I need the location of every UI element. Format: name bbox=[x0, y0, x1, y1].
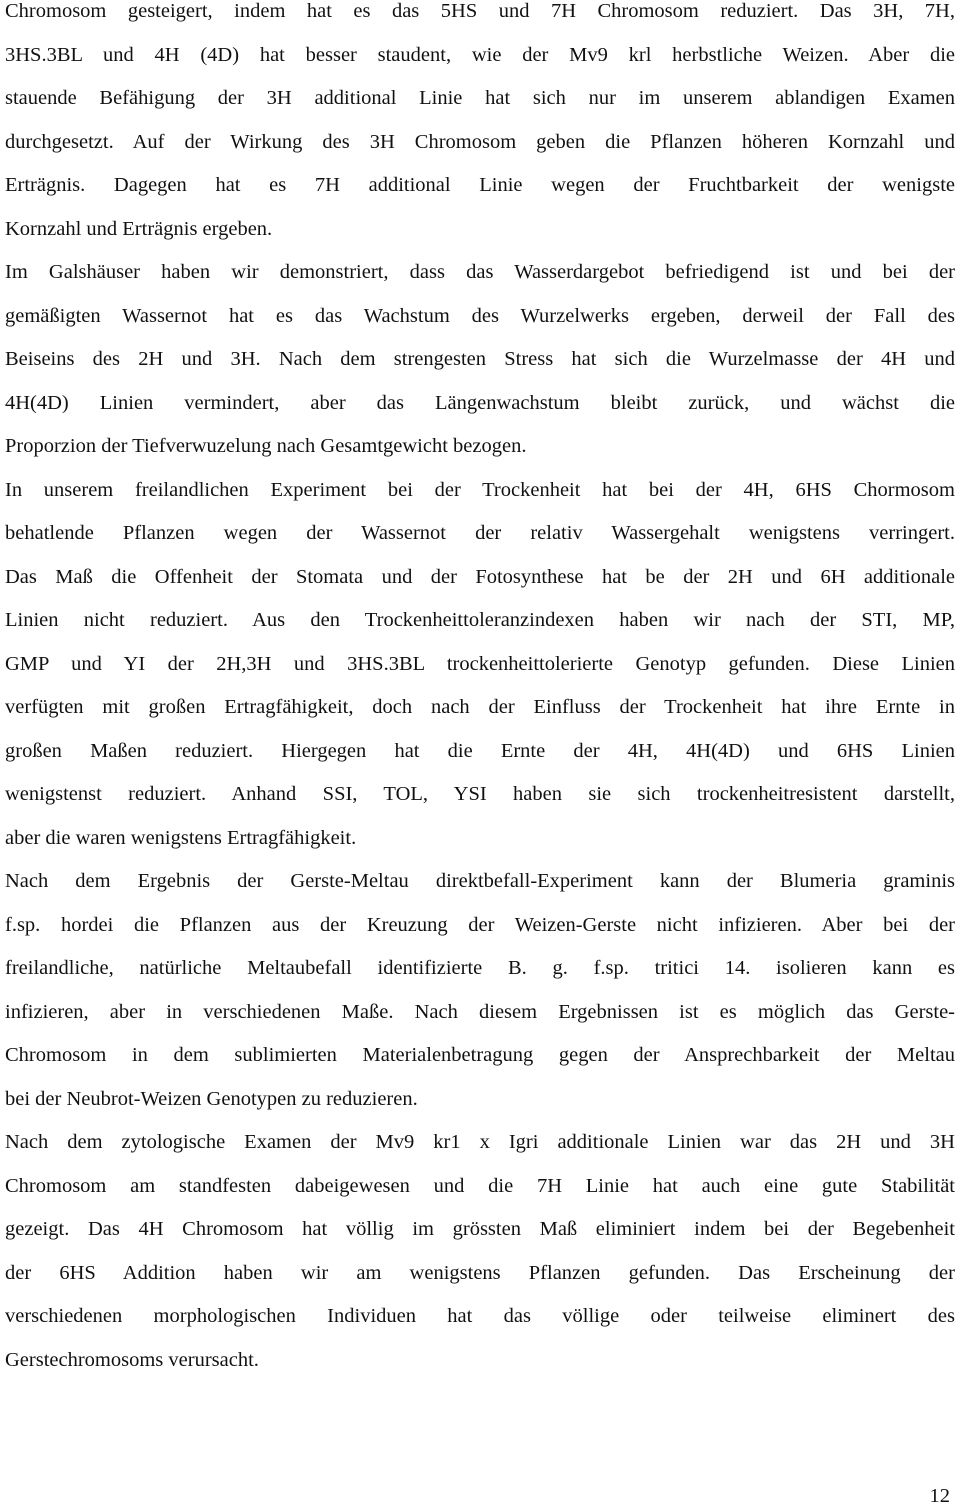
text-line: GMP und YI der 2H,3H und 3HS.3BL trockenheittolerierte Genotyp gefunden. Diese Linien bbox=[5, 652, 955, 675]
text-line: Kornzahl und Erträgnis ergeben. bbox=[5, 217, 273, 240]
text-line: 3HS.3BL und 4H (4D) hat besser staudent, wie der Mv9 krl herbstliche Weizen. Aber die bbox=[5, 43, 955, 66]
text-line: großen Maßen reduziert. Hiergegen hat die Ernte der 4H, 4H(4D) und 6HS Linien bbox=[5, 739, 955, 762]
text-line: freilandliche, natürliche Meltaubefall identifizierte B. g. f.sp. tritici 14. isolieren kann es bbox=[5, 957, 955, 979]
text-line: verfügten mit großen Ertragfähigkeit, doch nach der Einfluss der Trockenheit hat ihre Ernte in bbox=[5, 696, 955, 718]
text-line: durchgesetzt. Auf der Wirkung des 3H Chromosom geben die Pflanzen höheren Kornzahl und bbox=[5, 130, 955, 153]
text-line: Im Galshäuser haben wir demonstriert, dass das Wasserdargebot befriedigend ist und bei der bbox=[5, 261, 955, 283]
text-line: Nach dem Ergebnis der Gerste-Meltau direktbefall-Experiment kann der Blumeria graminis bbox=[5, 870, 955, 892]
text-line: 4H(4D) Linien vermindert, aber das Längenwachstum bleibt zurück, und wächst die bbox=[5, 391, 955, 414]
text-line: der 6HS Addition haben wir am wenigstens Pflanzen gefunden. Das Erscheinung der bbox=[5, 1261, 955, 1284]
text-line: wenigstenst reduziert. Anhand SSI, TOL, YSI haben sie sich trockenheitresistent darstellt, bbox=[5, 783, 955, 805]
text-line: gemäßigten Wassernot hat es das Wachstum des Wurzelwerks ergeben, derweil der Fall des bbox=[5, 304, 955, 327]
text-line: infizieren, aber in verschiedenen Maße. Nach diesem Ergebnissen ist es möglich das Gerste- bbox=[5, 1000, 955, 1023]
text-line: Nach dem zytologische Examen der Mv9 kr1 x Igri additionale Linien war das 2H und 3H bbox=[5, 1131, 955, 1153]
text-line: aber die waren wenigstens Ertragfähigkeit. bbox=[5, 826, 357, 849]
page-number: 12 bbox=[929, 1485, 950, 1507]
text-line: Beiseins des 2H und 3H. Nach dem strengesten Stress hat sich die Wurzelmasse der 4H und bbox=[5, 348, 955, 370]
text-line: In unserem freilandlichen Experiment bei der Trockenheit hat bei der 4H, 6HS Chormosom bbox=[5, 478, 955, 501]
document-page bbox=[5, 0, 955, 1382]
text-line: Chromosom am standfesten dabeigewesen und die 7H Linie hat auch eine gute Stabilität bbox=[5, 1174, 955, 1197]
text-line: Linien nicht reduziert. Aus den Trockenheittoleranzindexen haben wir nach der STI, MP, bbox=[5, 609, 955, 631]
text-line: Gerstechromosoms verursacht. bbox=[5, 1348, 259, 1371]
text-line: verschiedenen morphologischen Individuen hat das völlige oder teilweise eliminert des bbox=[5, 1305, 955, 1327]
text-line: Chromosom gesteigert, indem hat es das 5HS und 7H Chromosom reduziert. Das 3H, 7H, bbox=[5, 0, 955, 22]
text-line: stauende Befähigung der 3H additional Linie hat sich nur im unserem ablandigen Examen bbox=[5, 87, 955, 109]
text-line: gezeigt. Das 4H Chromosom hat völlig im grössten Maß eliminiert indem bei der Begebenheit bbox=[5, 1218, 955, 1240]
text-line: behatlende Pflanzen wegen der Wassernot der relativ Wassergehalt wenigstens verringert. bbox=[5, 522, 955, 544]
text-line: Das Maß die Offenheit der Stomata und der Fotosynthese hat be der 2H und 6H additionale bbox=[5, 565, 955, 588]
text-line: Proporzion der Tiefverwuzelung nach Gesamtgewicht bezogen. bbox=[5, 435, 527, 457]
text-line: bei der Neubrot-Weizen Genotypen zu reduzieren. bbox=[5, 1087, 418, 1110]
text-line: Erträgnis. Dagegen hat es 7H additional Linie wegen der Fruchtbarkeit der wenigste bbox=[5, 174, 955, 196]
text-line: Chromosom in dem sublimierten Materialenbetragung gegen der Ansprechbarkeit der Meltau bbox=[5, 1044, 955, 1066]
text-line: f.sp. hordei die Pflanzen aus der Kreuzung der Weizen-Gerste nicht infizieren. Aber bei der bbox=[5, 913, 955, 936]
